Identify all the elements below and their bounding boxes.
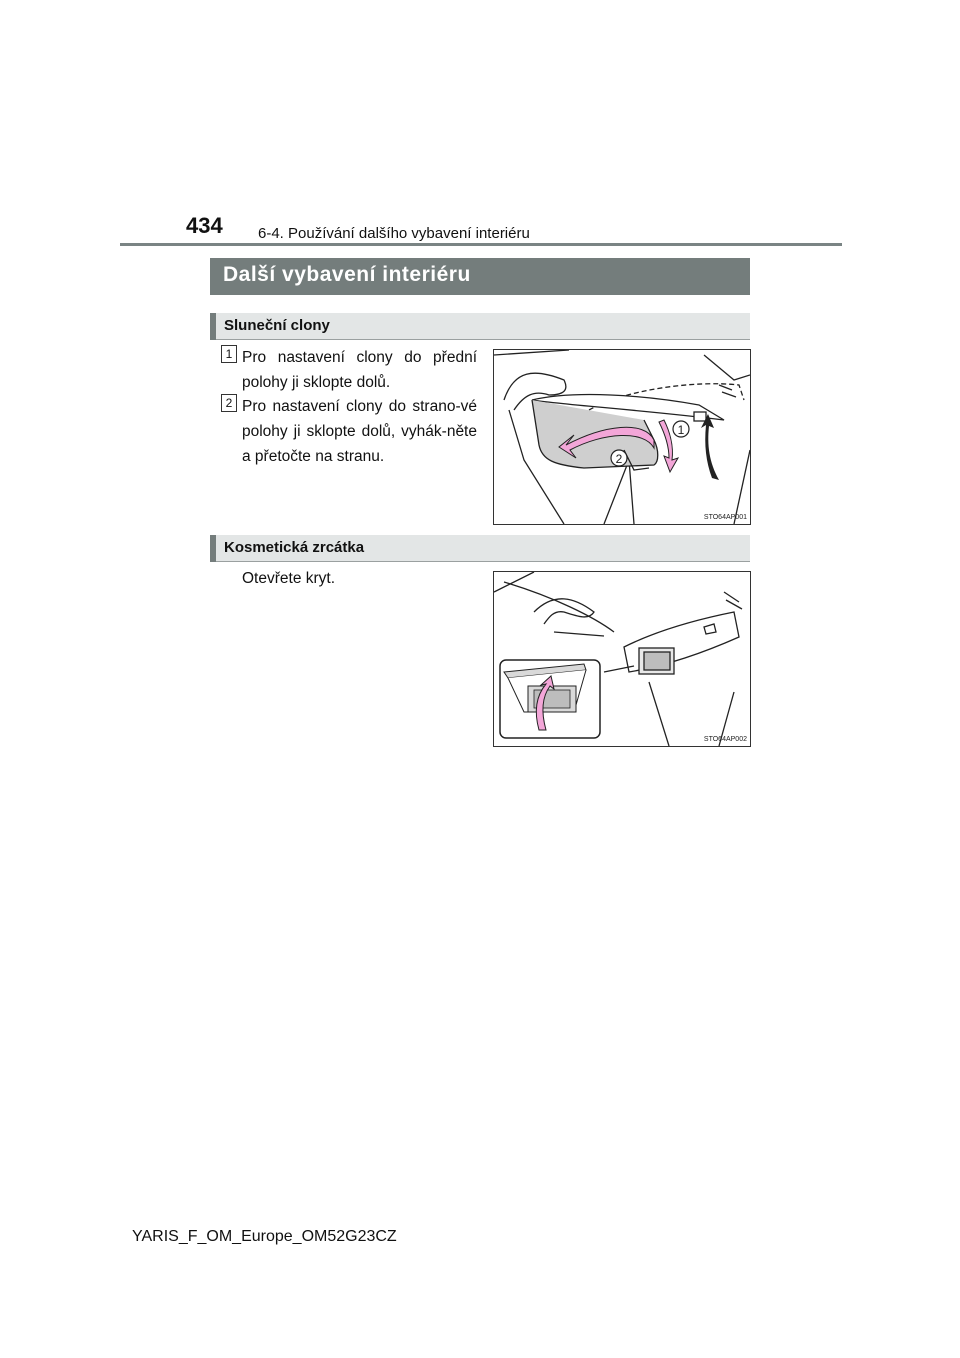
header-rule — [120, 243, 842, 246]
step-text-2: Pro nastavení clony do strano-vé polohy ji sklopte dolů, vyhák-něte a přetočte na stranu. — [242, 398, 477, 465]
vanity-mirror-drawing — [494, 572, 750, 746]
vanity-mirror-illustration — [493, 571, 751, 747]
running-header: 6-4. Používání dalšího vybavení interiéru — [258, 225, 530, 242]
sun-visor-drawing — [494, 350, 750, 524]
section-accent — [210, 313, 216, 340]
figure-code: STO64AP001 — [703, 514, 747, 521]
section-heading-sun-visors: Sluneční clony — [224, 317, 330, 334]
vanity-instruction: Otevřete kryt. — [242, 570, 336, 587]
page-number: 434 — [186, 213, 223, 238]
step-text-1: Pro nastavení clony do přední polohy ji sklopte dolů. — [242, 349, 477, 391]
footer-doc-id: YARIS_F_OM_Europe_OM52G23CZ — [132, 1228, 397, 1245]
page-title: Další vybavení interiéru — [223, 263, 471, 286]
section-heading-vanity-mirrors: Kosmetická zrcátka — [224, 539, 365, 556]
svg-text:1: 1 — [677, 423, 685, 437]
sun-visor-illustration — [493, 349, 751, 525]
figure-code: STO64AP002 — [703, 736, 747, 743]
section-accent — [210, 535, 216, 562]
step-number-2: 2 — [221, 394, 237, 412]
svg-text:2: 2 — [615, 452, 623, 466]
step-number-1: 1 — [221, 345, 237, 363]
